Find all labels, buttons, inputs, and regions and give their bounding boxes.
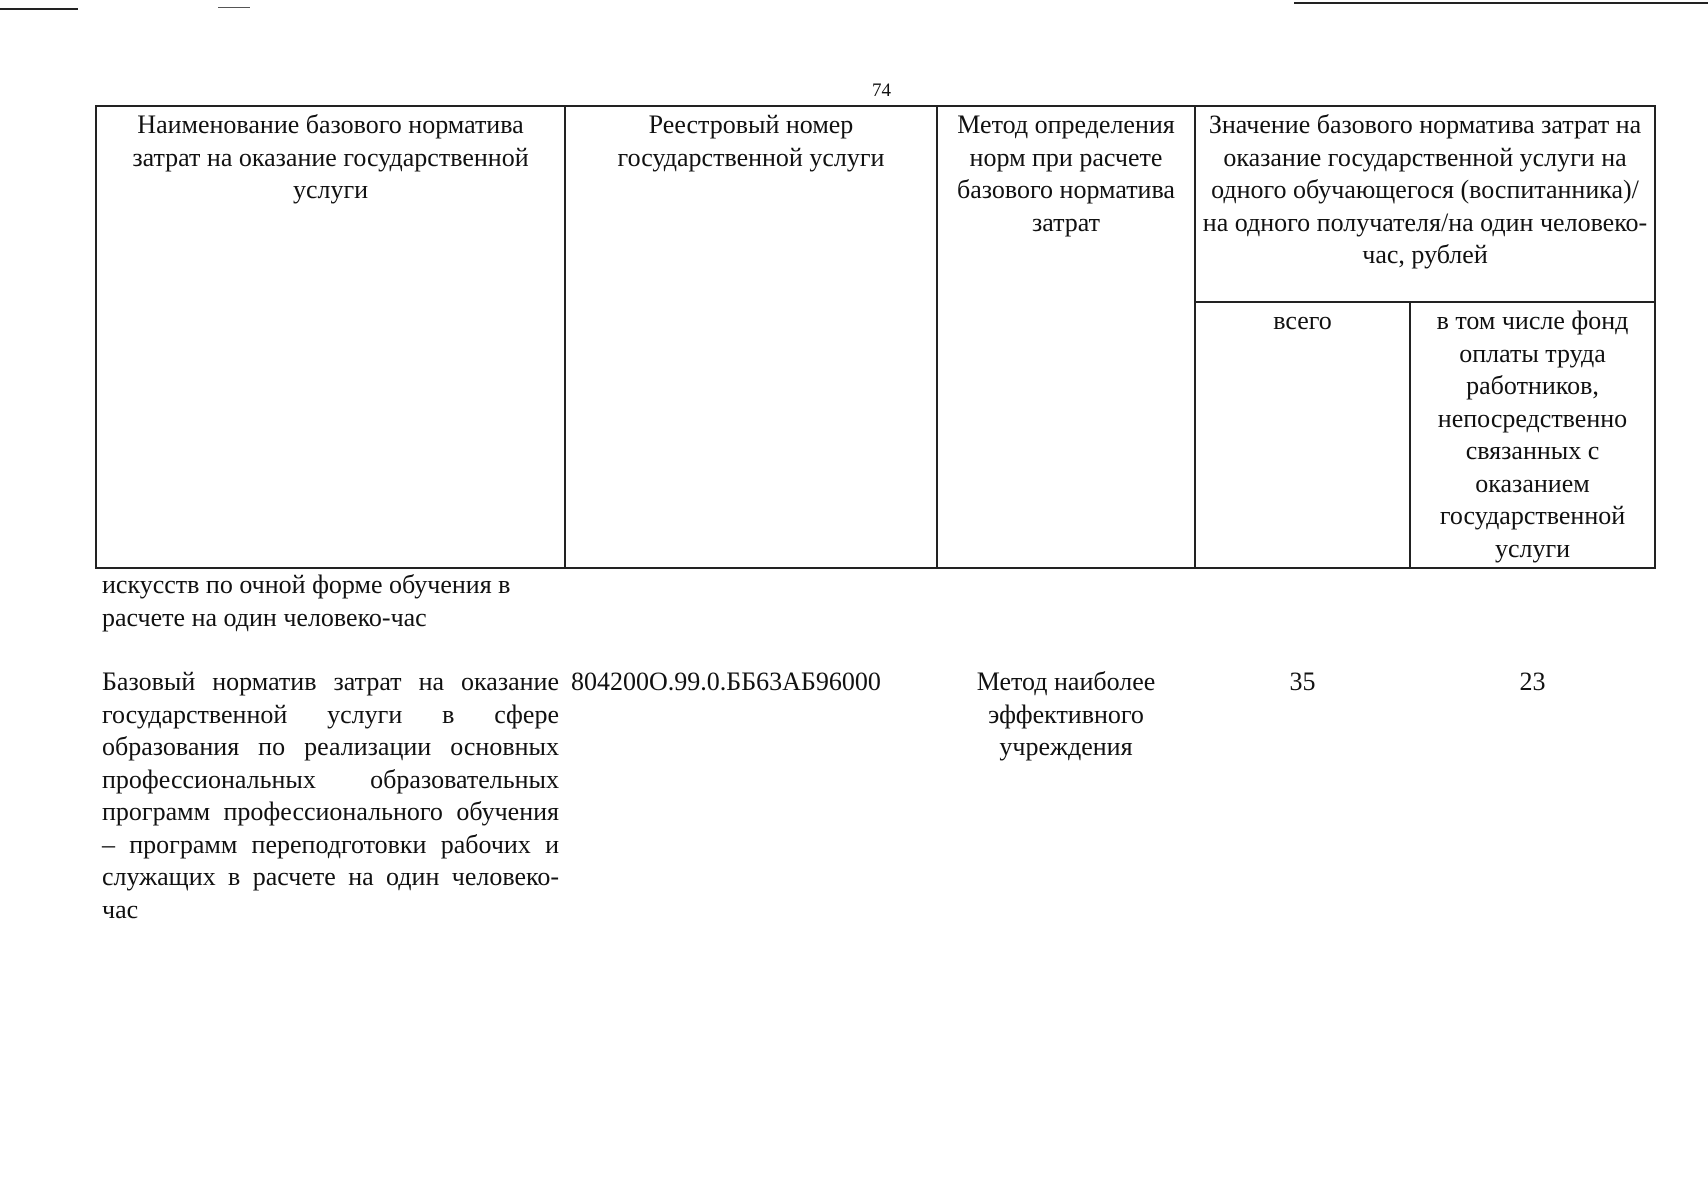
table-row [96, 666, 1655, 926]
empty-cell [1410, 568, 1655, 634]
spacer-cell [96, 634, 1655, 666]
table-header [96, 106, 1655, 568]
row-name-cell: Базовый норматив затрат на оказание государственной услуги в сфере образования по реализации основных профессиональных образовательных программ профессионального обучения – программ переподготовки рабочих и служащих в расчете на один человеко-час [102, 667, 559, 924]
base-cost-norm-table [95, 105, 1656, 926]
row-total-cell: 35 [1289, 667, 1316, 696]
header-registry-number: Реестровый номер государственной услуги [565, 106, 937, 568]
empty-cell [1195, 568, 1410, 634]
page-number: 74 [872, 80, 891, 101]
row-registry-number-cell: 804200О.99.0.ББ63АБ96000 [571, 667, 881, 696]
empty-cell [937, 568, 1195, 634]
scan-edge-line-top-left-short [218, 7, 250, 8]
header-name: Наименование базового норматива затрат на оказание государственной услуги [96, 106, 565, 568]
header-wage-fund: в том числе фонд оплаты труда работников, непосредственно связанных с оказанием государственной услуги [1410, 302, 1655, 568]
scan-edge-line-top-left [0, 8, 78, 10]
continuation-name-cell: искусств по очной форме обучения в расчете на один человеко-час [102, 570, 511, 632]
table-body [96, 568, 1655, 926]
header-method: Метод определения норм при расчете базового норматива затрат [937, 106, 1195, 568]
row-wage-fund-cell: 23 [1519, 667, 1546, 696]
empty-cell [565, 568, 937, 634]
header-total: всего [1195, 302, 1410, 568]
row-method-cell: Метод наиболее эффективного учреждения [976, 667, 1156, 761]
table-row-spacer [96, 634, 1655, 666]
scan-edge-line-top-right [1294, 2, 1708, 4]
table-row-continuation [96, 568, 1655, 634]
header-value-group: Значение базового норматива затрат на оказание государственной услуги на одного обучающегося (воспитанника)/на одного получателя/на один человеко-час, рублей [1195, 106, 1655, 302]
